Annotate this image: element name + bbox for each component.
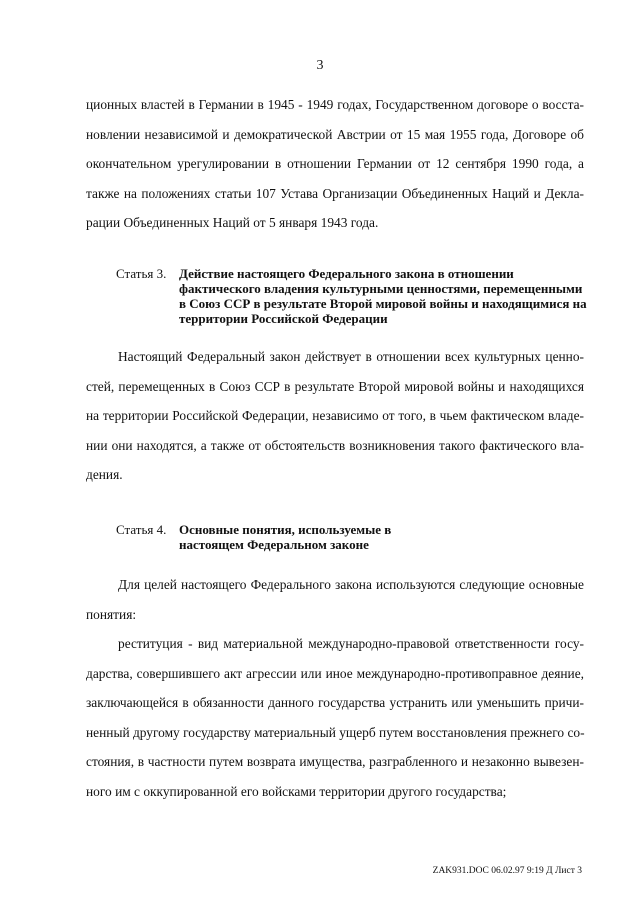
text-line: новлении независимой и демократической Австрии от 15 мая 1955 года, Договоре об [86, 126, 584, 142]
article-4-number: Статья 4. [116, 522, 167, 537]
title-line: настоящем Федеральном законе [179, 537, 369, 552]
text-line: ненный другому государству материальный ущерб путем восстановления прежнего со- [86, 724, 585, 740]
text-line: реституция - вид материальной международно-правовой ответственности госу- [118, 636, 584, 651]
text-line: понятия: [86, 606, 137, 622]
text-line: стояния, в частности путем возврата имущества, разграбленного и незаконно вывезен- [86, 754, 584, 769]
text-line: Настоящий Федеральный закон действует в отношении всех культурных ценно- [118, 349, 584, 364]
title-line: Действие настоящего Федерального закона в отношении [179, 266, 514, 281]
article-4-title [179, 522, 391, 552]
text-line: ного им с оккупированной его войсками территории другого государства; [86, 783, 507, 799]
text-line: нии они находятся, а также от обстоятельств возникновения такого фактического вла- [86, 437, 584, 453]
page-number: 3 [316, 58, 324, 73]
text-line: дения. [86, 467, 123, 482]
article-4-intro [86, 570, 584, 629]
title-line: Основные понятия, используемые в [179, 522, 392, 537]
article-3-title [179, 266, 587, 326]
document-footer: ZAK931.DOC 06.02.97 9:19 Д Лист 3 [432, 866, 582, 876]
title-line: фактического владения культурными ценностями, перемещенными [179, 281, 583, 296]
article-3-number: Статья 3. [116, 266, 167, 281]
title-line: территории Российской Федерации [179, 311, 388, 326]
definition-restitution [86, 629, 584, 806]
text-line: стей, перемещенных в Союз ССР в результате Второй мировой войны и находящихся [86, 378, 584, 394]
intro-paragraph [86, 90, 584, 238]
text-line: дарства, совершившего акт агрессии или иное международно-противоправное деяние, [86, 665, 584, 681]
text-line: на территории Российской Федерации, независимо от того, в чьем фактическом владе- [86, 408, 584, 423]
text-line: окончательном урегулировании в отношении Германии от 12 сентября 1990 года, а [86, 156, 584, 171]
text-line: рации Объединенных Наций от 5 января 1943 года. [86, 215, 379, 230]
text-line: Для целей настоящего Федерального закона используются следующие основные [118, 577, 584, 592]
text-line: также на положениях статьи 107 Устава Организации Объединенных Наций и Декла- [86, 185, 584, 201]
title-line: в Союз ССР в результате Второй мировой войны и находящимися на [179, 296, 587, 311]
article-3-body [86, 342, 584, 490]
text-line: ционных властей в Германии в 1945 - 1949 годах, Государственном договоре о восста- [86, 97, 584, 112]
text-line: заключающейся в обязанности данного государства устранить или уменьшить причи- [86, 695, 584, 710]
